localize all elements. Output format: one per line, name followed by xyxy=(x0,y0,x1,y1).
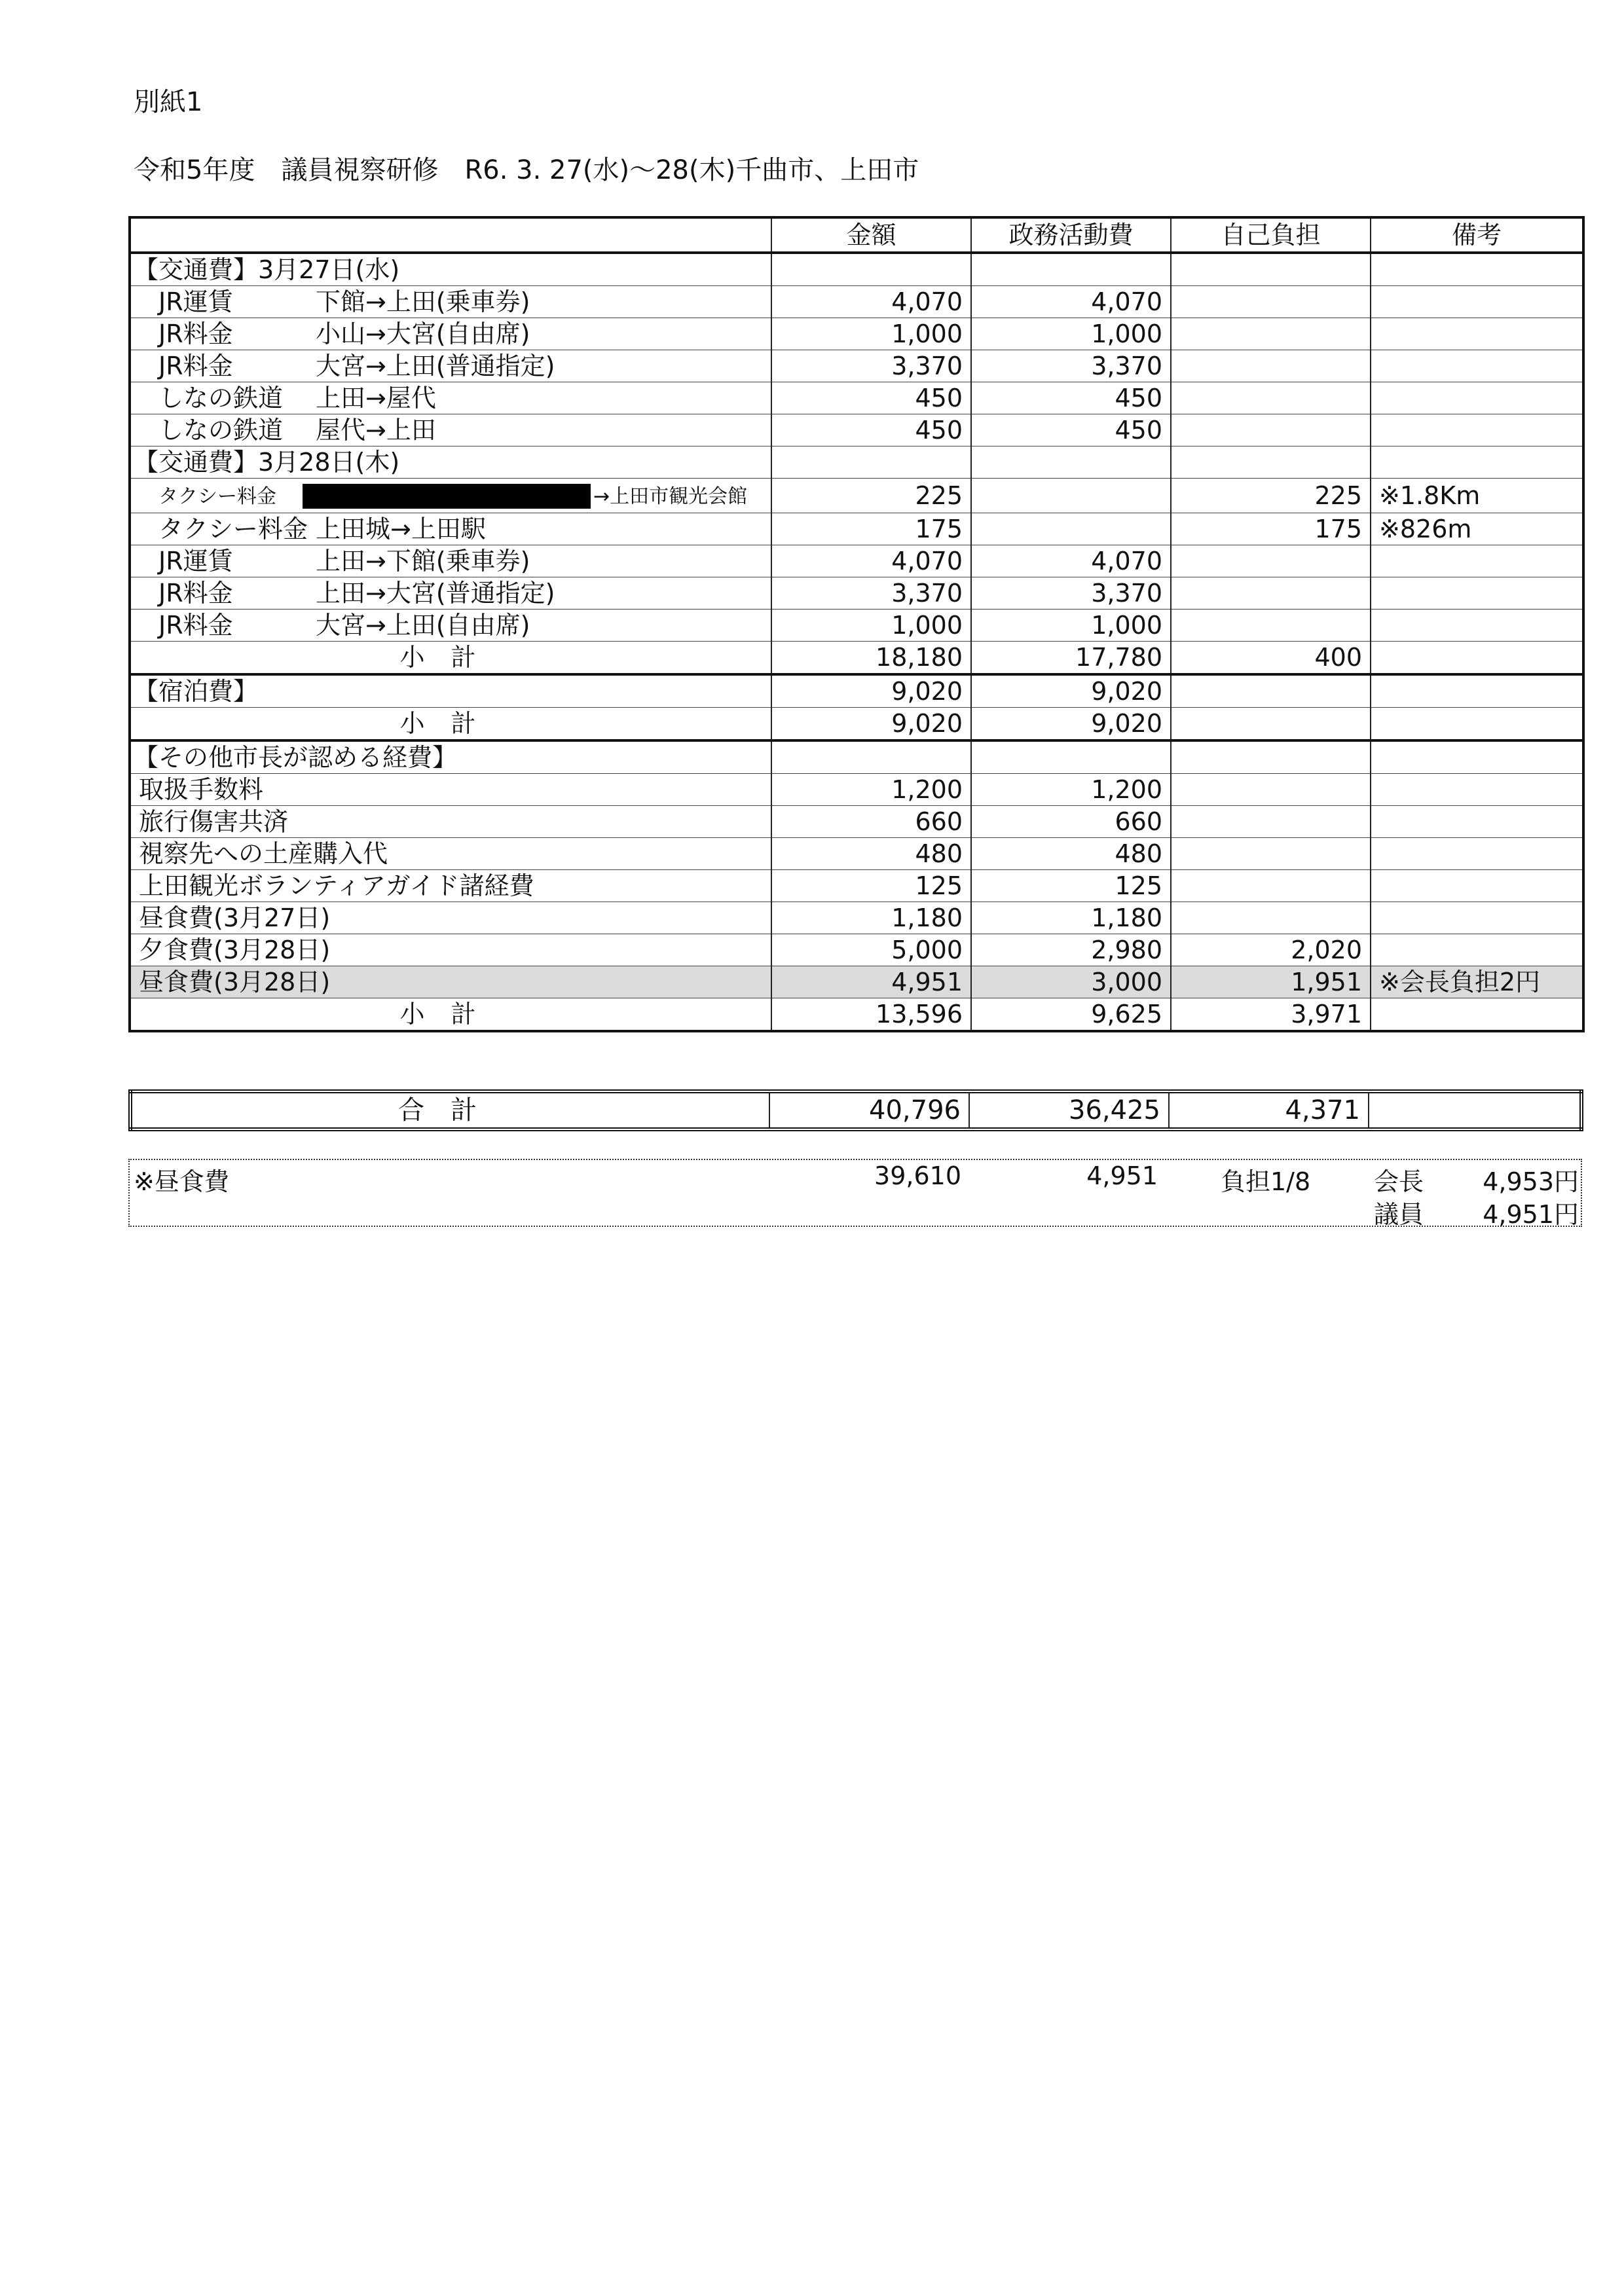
document-title: 令和5年度 議員視察研修 R6. 3. 27(水)～28(木)千曲市、上田市 xyxy=(134,155,919,185)
lunch-amount: 39,610 xyxy=(874,1161,961,1190)
cell-self-pay xyxy=(1171,286,1371,318)
cell-self-pay xyxy=(1171,350,1371,382)
row-label xyxy=(130,414,771,446)
lunch-share: 負担1/8 xyxy=(1221,1167,1311,1196)
grand-total-political: 36,425 xyxy=(969,1091,1169,1129)
table-row xyxy=(130,545,1583,577)
cell-self-pay: 400 xyxy=(1171,642,1371,675)
cell-remarks xyxy=(1371,414,1583,446)
cell-self-pay xyxy=(1171,838,1371,870)
cell-remarks xyxy=(1371,838,1583,870)
row-label xyxy=(130,479,771,513)
redaction-bar xyxy=(303,484,591,509)
cell-remarks xyxy=(1371,998,1583,1032)
expense-type: JR運賃 xyxy=(158,287,233,316)
cell-self-pay: 225 xyxy=(1171,479,1371,513)
table-row xyxy=(130,479,1583,513)
cell-political-fund: 480 xyxy=(971,838,1171,870)
cell-remarks xyxy=(1371,708,1583,741)
table-row xyxy=(130,610,1583,642)
cell-political-fund: 450 xyxy=(971,414,1171,446)
route: 上田→下館(乗車券) xyxy=(316,547,530,575)
cell-remarks xyxy=(1371,902,1583,934)
cell-self-pay xyxy=(1171,806,1371,838)
table-row xyxy=(130,642,1583,675)
row-label xyxy=(130,513,771,545)
cell-self-pay xyxy=(1171,545,1371,577)
cell-political-fund: 1,200 xyxy=(971,774,1171,806)
expense-table xyxy=(128,216,1585,1032)
route: 上田→大宮(普通指定) xyxy=(316,579,555,608)
cell-amount: 1,000 xyxy=(771,318,971,350)
table-row xyxy=(130,674,1583,708)
cell-self-pay xyxy=(1171,577,1371,610)
cell-amount: 480 xyxy=(771,838,971,870)
cell-political-fund: 4,070 xyxy=(971,545,1171,577)
cell-amount: 4,070 xyxy=(771,286,971,318)
cell-amount: 450 xyxy=(771,414,971,446)
row-label: 昼食費(3月27日) xyxy=(130,902,771,934)
cell-self-pay xyxy=(1171,318,1371,350)
header-political-fund: 政務活動費 xyxy=(971,217,1171,253)
row-label: 昼食費(3月28日) xyxy=(130,966,771,998)
cell-political-fund: 1,000 xyxy=(971,318,1171,350)
table-row xyxy=(130,934,1583,966)
cell-remarks xyxy=(1371,350,1583,382)
expense-type: JR料金 xyxy=(158,579,233,608)
header-self-pay: 自己負担 xyxy=(1171,217,1371,253)
route: 下館→上田(乗車券) xyxy=(316,287,530,316)
expense-type: JR料金 xyxy=(158,319,233,348)
table-header-row xyxy=(130,217,1583,253)
row-label xyxy=(130,577,771,610)
cell-political-fund: 2,980 xyxy=(971,934,1171,966)
cell-amount: 1,200 xyxy=(771,774,971,806)
header-item xyxy=(130,217,771,253)
row-label: 【宿泊費】 xyxy=(130,674,771,708)
table-row xyxy=(130,414,1583,446)
row-label xyxy=(130,318,771,350)
cell-self-pay: 175 xyxy=(1171,513,1371,545)
cell-self-pay: 3,971 xyxy=(1171,998,1371,1032)
cell-remarks xyxy=(1371,382,1583,414)
table-row xyxy=(130,318,1583,350)
cell-amount: 9,020 xyxy=(771,708,971,741)
cell-political-fund: 1,000 xyxy=(971,610,1171,642)
row-label: 旅行傷害共済 xyxy=(130,806,771,838)
cell-amount: 225 xyxy=(771,479,971,513)
cell-political-fund: 660 xyxy=(971,806,1171,838)
cell-remarks xyxy=(1371,870,1583,902)
table-row xyxy=(130,902,1583,934)
cell-amount: 125 xyxy=(771,870,971,902)
member-label: 議員 xyxy=(1374,1200,1424,1229)
cell-amount: 5,000 xyxy=(771,934,971,966)
cell-amount: 9,020 xyxy=(771,674,971,708)
lunch-cost-note xyxy=(128,1159,1582,1227)
expense-type: JR料金 xyxy=(158,611,233,640)
table-row xyxy=(130,806,1583,838)
route: 小山→大宮(自由席) xyxy=(316,319,530,348)
cell-self-pay xyxy=(1171,674,1371,708)
member-value: 4,951円 xyxy=(1483,1200,1579,1229)
cell-political-fund: 9,020 xyxy=(971,674,1171,708)
row-label: 小計 xyxy=(130,998,771,1032)
cell-self-pay xyxy=(1171,902,1371,934)
cell-self-pay: 2,020 xyxy=(1171,934,1371,966)
cell-remarks: ※会長負担2円 xyxy=(1371,966,1583,998)
cell-remarks xyxy=(1371,545,1583,577)
row-label: 視察先への土産購入代 xyxy=(130,838,771,870)
cell-political-fund: 450 xyxy=(971,382,1171,414)
route: →上田市観光会館 xyxy=(593,485,748,508)
table-row xyxy=(130,382,1583,414)
lunch-per-person: 4,951 xyxy=(1086,1161,1158,1190)
cell-remarks xyxy=(1371,674,1583,708)
cell-political-fund: 3,370 xyxy=(971,350,1171,382)
cell-political-fund: 9,020 xyxy=(971,708,1171,741)
grand-total-note xyxy=(1369,1091,1581,1129)
cell-remarks xyxy=(1371,642,1583,675)
cell-self-pay xyxy=(1171,414,1371,446)
cell-political-fund xyxy=(971,253,1171,286)
route: 屋代→上田 xyxy=(316,416,436,445)
grand-total-self: 4,371 xyxy=(1169,1091,1369,1129)
cell-political-fund xyxy=(971,479,1171,513)
cell-remarks xyxy=(1371,740,1583,774)
grand-total-label: 合計 xyxy=(130,1091,769,1129)
cell-amount: 4,951 xyxy=(771,966,971,998)
expense-type: JR料金 xyxy=(158,352,233,380)
expense-type: しなの鉄道 xyxy=(158,416,284,445)
cell-political-fund: 1,180 xyxy=(971,902,1171,934)
table-row xyxy=(130,870,1583,902)
cell-remarks xyxy=(1371,253,1583,286)
cell-self-pay xyxy=(1171,382,1371,414)
expense-type: タクシー料金 xyxy=(158,485,276,508)
cell-amount: 1,180 xyxy=(771,902,971,934)
cell-amount: 3,370 xyxy=(771,577,971,610)
table-row xyxy=(130,740,1583,774)
cell-amount: 1,000 xyxy=(771,610,971,642)
header-amount: 金額 xyxy=(771,217,971,253)
table-row xyxy=(130,446,1583,479)
cell-remarks: ※826m xyxy=(1371,513,1583,545)
cell-remarks xyxy=(1371,318,1583,350)
cell-political-fund: 17,780 xyxy=(971,642,1171,675)
cell-self-pay xyxy=(1171,610,1371,642)
document-label: 別紙1 xyxy=(134,87,203,117)
cell-remarks xyxy=(1371,806,1583,838)
cell-self-pay xyxy=(1171,253,1371,286)
cell-political-fund xyxy=(971,740,1171,774)
cell-political-fund: 9,625 xyxy=(971,998,1171,1032)
table-row xyxy=(130,966,1583,998)
cell-self-pay xyxy=(1171,870,1371,902)
row-label: 小計 xyxy=(130,642,771,675)
header-remarks: 備考 xyxy=(1371,217,1583,253)
row-label xyxy=(130,286,771,318)
cell-political-fund: 4,070 xyxy=(971,286,1171,318)
cell-amount: 13,596 xyxy=(771,998,971,1032)
route: 上田→屋代 xyxy=(316,384,436,412)
cell-remarks xyxy=(1371,934,1583,966)
grand-total-row xyxy=(130,1091,1581,1129)
cell-remarks xyxy=(1371,446,1583,479)
cell-political-fund: 3,000 xyxy=(971,966,1171,998)
cell-amount: 450 xyxy=(771,382,971,414)
cell-amount xyxy=(771,740,971,774)
cell-amount: 175 xyxy=(771,513,971,545)
chair-value: 4,953円 xyxy=(1483,1167,1579,1196)
table-row xyxy=(130,577,1583,610)
lunch-label: ※昼食費 xyxy=(134,1167,229,1196)
table-row xyxy=(130,286,1583,318)
expense-type: しなの鉄道 xyxy=(158,384,284,412)
row-label xyxy=(130,350,771,382)
row-label: 上田観光ボランティアガイド諸経費 xyxy=(130,870,771,902)
row-label xyxy=(130,610,771,642)
cell-remarks: ※1.8Km xyxy=(1371,479,1583,513)
row-label: 【交通費】3月28日(木) xyxy=(130,446,771,479)
route: 大宮→上田(普通指定) xyxy=(316,352,555,380)
cell-remarks xyxy=(1371,577,1583,610)
cell-self-pay xyxy=(1171,740,1371,774)
cell-remarks xyxy=(1371,610,1583,642)
cell-political-fund: 3,370 xyxy=(971,577,1171,610)
row-label xyxy=(130,545,771,577)
table-row xyxy=(130,708,1583,741)
row-label xyxy=(130,382,771,414)
route: 大宮→上田(自由席) xyxy=(316,611,530,640)
cell-amount: 660 xyxy=(771,806,971,838)
row-label: 小計 xyxy=(130,708,771,741)
row-label: 夕食費(3月28日) xyxy=(130,934,771,966)
table-row xyxy=(130,998,1583,1032)
row-label: 【交通費】3月27日(水) xyxy=(130,253,771,286)
cell-self-pay: 1,951 xyxy=(1171,966,1371,998)
cell-remarks xyxy=(1371,774,1583,806)
cell-self-pay xyxy=(1171,446,1371,479)
grand-total-table xyxy=(128,1089,1583,1131)
expense-type: タクシー料金 xyxy=(158,515,308,543)
cell-political-fund xyxy=(971,446,1171,479)
cell-remarks xyxy=(1371,286,1583,318)
cell-amount: 4,070 xyxy=(771,545,971,577)
cell-amount xyxy=(771,446,971,479)
cell-self-pay xyxy=(1171,774,1371,806)
expense-type: JR運賃 xyxy=(158,547,233,575)
cell-amount xyxy=(771,253,971,286)
table-row xyxy=(130,774,1583,806)
cell-political-fund: 125 xyxy=(971,870,1171,902)
table-row xyxy=(130,253,1583,286)
row-label: 取扱手数料 xyxy=(130,774,771,806)
table-row xyxy=(130,350,1583,382)
cell-self-pay xyxy=(1171,708,1371,741)
route: 上田城→上田駅 xyxy=(316,515,486,543)
cell-political-fund xyxy=(971,513,1171,545)
row-label: 【その他市長が認める経費】 xyxy=(130,740,771,774)
chair-label: 会長 xyxy=(1374,1167,1424,1196)
table-row xyxy=(130,838,1583,870)
cell-amount: 3,370 xyxy=(771,350,971,382)
grand-total-amount: 40,796 xyxy=(769,1091,969,1129)
table-row xyxy=(130,513,1583,545)
cell-amount: 18,180 xyxy=(771,642,971,675)
